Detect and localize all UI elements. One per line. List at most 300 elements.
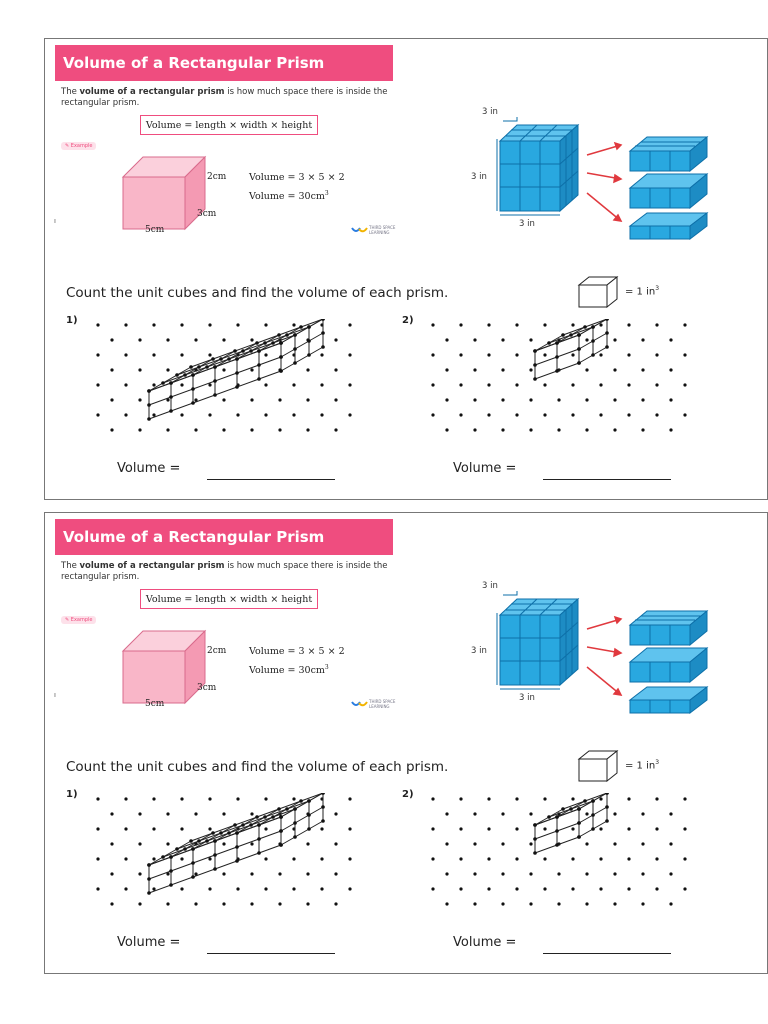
grid-dot [264, 413, 267, 416]
cube-vertex [591, 325, 595, 329]
grid-dot [655, 797, 658, 800]
grid-dot [683, 353, 686, 356]
grid-dot [501, 338, 504, 341]
grid-dot [264, 383, 267, 386]
grid-dot [445, 872, 448, 875]
grid-dot [655, 413, 658, 416]
grid-dot [683, 323, 686, 326]
cube-vertex [213, 867, 217, 871]
cube-vertex [241, 823, 245, 827]
answer-blank-1[interactable] [207, 479, 335, 480]
cube-vertex [169, 869, 173, 873]
grid-dot [515, 383, 518, 386]
cube-vertex [257, 377, 261, 381]
grid-dot [110, 902, 113, 905]
cube-vertex [213, 839, 217, 843]
answer-blank-2[interactable] [543, 479, 671, 480]
grid-dot [473, 872, 476, 875]
grid-dot [515, 797, 518, 800]
grid-dot [585, 872, 588, 875]
prism-depth-label: 3cm [197, 209, 217, 219]
cube-vertex [169, 855, 173, 859]
grid-dot [683, 887, 686, 890]
cube-vertex [227, 831, 231, 835]
cube-vertex [213, 853, 217, 857]
grid-dot [599, 797, 602, 800]
cube-vertex [219, 831, 223, 835]
grid-dot [348, 413, 351, 416]
grid-dot [334, 428, 337, 431]
grid-dot [683, 797, 686, 800]
cube-vertex [169, 381, 173, 385]
cube-vertex [293, 821, 297, 825]
grid-dot [613, 368, 616, 371]
grid-dot [320, 413, 323, 416]
grid-dot [487, 797, 490, 800]
grid-dot [124, 353, 127, 356]
grid-dot [166, 902, 169, 905]
grid-dot [222, 398, 225, 401]
grid-dot [585, 338, 588, 341]
grid-dot [250, 842, 253, 845]
definition-text: The volume of a rectangular prism is how much space there is inside the rectangular prism. [61, 87, 388, 108]
grid-dot [487, 353, 490, 356]
cube-vertex [263, 341, 267, 345]
cube-edge [193, 351, 235, 375]
grid-dot [529, 872, 532, 875]
grid-dot [557, 398, 560, 401]
grid-dot [501, 902, 504, 905]
cube-vertex [257, 851, 261, 855]
grid-dot [445, 842, 448, 845]
grid-dot [250, 368, 253, 371]
cube-edge [281, 347, 323, 371]
definition-text: The volume of a rectangular prism is how much space there is inside the rectangular prism. [61, 561, 388, 582]
grid-dot [306, 368, 309, 371]
grid-dot [487, 323, 490, 326]
grid-dot [208, 827, 211, 830]
grid-dot [278, 902, 281, 905]
grid-dot [306, 872, 309, 875]
cube-vertex [321, 331, 325, 335]
cube-vertex [555, 815, 559, 819]
cube-edge [281, 821, 323, 845]
grid-dot [278, 872, 281, 875]
cube-vertex [555, 355, 559, 359]
cube-vertex [147, 863, 151, 867]
grid-dot [641, 338, 644, 341]
grid-dot [348, 323, 351, 326]
grid-dot [292, 383, 295, 386]
grid-dot [655, 323, 658, 326]
cube-vertex [555, 341, 559, 345]
grid-dot [613, 812, 616, 815]
pink-rectangular-prism-icon [115, 153, 215, 233]
example-badge: ✎ Example [61, 142, 96, 150]
grid-dot [571, 323, 574, 326]
grid-dot [613, 842, 616, 845]
question-2-number: 2) [402, 315, 414, 326]
grid-dot [627, 413, 630, 416]
cube-vertex [161, 381, 165, 385]
cube-vertex [255, 341, 259, 345]
grid-dot [180, 383, 183, 386]
grid-dot [166, 842, 169, 845]
cube-vertex [235, 859, 239, 863]
logo-text: THIRD SPACE LEARNING [369, 699, 396, 709]
grid-dot [292, 887, 295, 890]
grid-dot [543, 323, 546, 326]
grid-dot [613, 902, 616, 905]
cube-vertex [321, 793, 325, 795]
grid-dot [515, 353, 518, 356]
grid-dot [543, 827, 546, 830]
grid-dot [194, 428, 197, 431]
question-1-isometric-prism [90, 319, 370, 449]
cube-vertex [205, 365, 209, 369]
cube-vertex [197, 839, 201, 843]
grid-dot [431, 323, 434, 326]
grid-dot [431, 857, 434, 860]
cube-vertex [235, 357, 239, 361]
cube-vertex [241, 349, 245, 353]
third-space-logo-icon [351, 224, 369, 234]
grid-dot [599, 323, 602, 326]
grid-dot [264, 797, 267, 800]
unit-cube-icon [575, 275, 623, 309]
cube-edge [149, 367, 191, 391]
cube-vertex [293, 835, 297, 839]
cube-bottom-label: 3 in [519, 693, 535, 703]
grid-dot [613, 338, 616, 341]
grid-dot [459, 887, 462, 890]
grid-dot [124, 413, 127, 416]
question-2-number: 2) [402, 789, 414, 800]
grid-dot [96, 887, 99, 890]
cube-vertex [191, 373, 195, 377]
grid-dot [431, 827, 434, 830]
grid-dot [655, 383, 658, 386]
grid-dot [655, 353, 658, 356]
grid-dot [250, 338, 253, 341]
cube-vertex [583, 325, 587, 329]
grid-dot [557, 872, 560, 875]
grid-dot [320, 857, 323, 860]
cube-bottom-label: 3 in [519, 219, 535, 229]
grid-dot [641, 812, 644, 815]
grid-dot [138, 368, 141, 371]
grid-dot [655, 827, 658, 830]
grid-dot [473, 812, 476, 815]
grid-dot [334, 368, 337, 371]
grid-dot [459, 413, 462, 416]
grid-dot [459, 827, 462, 830]
cube-vertex [605, 345, 609, 349]
grid-dot [557, 428, 560, 431]
logo-text: THIRD SPACE LEARNING [369, 225, 396, 235]
unit-cube-legend-text: = 1 $in^3$ [625, 759, 660, 772]
grid-dot [683, 383, 686, 386]
pink-rectangular-prism-icon [115, 627, 215, 707]
grid-dot [96, 413, 99, 416]
grid-dot [180, 857, 183, 860]
cube-vertex [191, 861, 195, 865]
cube-vertex [555, 369, 559, 373]
grid-dot [459, 323, 462, 326]
volume-formula-box: Volume = length × width × height [140, 589, 318, 609]
worksheet-card [44, 38, 768, 500]
cube-vertex [533, 349, 537, 353]
grid-dot [152, 323, 155, 326]
grid-dot [348, 887, 351, 890]
cube-vertex [147, 417, 151, 421]
cube-edge [215, 343, 257, 367]
grid-dot [627, 857, 630, 860]
cube-edge [237, 335, 279, 359]
grid-dot [124, 383, 127, 386]
grid-dot [585, 902, 588, 905]
grid-dot [473, 398, 476, 401]
grid-dot [571, 887, 574, 890]
answer-blank-1[interactable] [207, 953, 335, 954]
unit-cube-legend-text: = 1 $in^3$ [625, 285, 660, 298]
grid-dot [501, 368, 504, 371]
cube-vertex [191, 875, 195, 879]
grid-dot [641, 842, 644, 845]
grid-dot [445, 338, 448, 341]
grid-dot [180, 413, 183, 416]
question-1-number: 1) [66, 789, 78, 800]
grid-dot [334, 842, 337, 845]
grid-dot [264, 323, 267, 326]
grid-dot [431, 383, 434, 386]
grid-dot [222, 338, 225, 341]
cube-vertex [293, 333, 297, 337]
cube-vertex [569, 333, 573, 337]
cube-vertex [533, 377, 537, 381]
grid-dot [641, 398, 644, 401]
grid-dot [543, 383, 546, 386]
cube-vertex [205, 839, 209, 843]
grid-dot [110, 812, 113, 815]
grid-dot [543, 353, 546, 356]
grid-dot [292, 797, 295, 800]
cube-vertex [211, 831, 215, 835]
grid-dot [571, 797, 574, 800]
cube-vertex [169, 409, 173, 413]
cube-vertex [569, 807, 573, 811]
cube-vertex [591, 827, 595, 831]
grid-dot [669, 872, 672, 875]
grid-dot [445, 428, 448, 431]
grid-dot [473, 428, 476, 431]
cube-vertex [547, 341, 551, 345]
cube-vertex [605, 805, 609, 809]
cube-vertex [279, 829, 283, 833]
grid-dot [529, 368, 532, 371]
margin-mark: ı [54, 691, 56, 699]
prism-depth-label: 3cm [197, 683, 217, 693]
cube-vertex [279, 843, 283, 847]
grid-dot [208, 887, 211, 890]
grid-dot [152, 857, 155, 860]
grid-dot [599, 887, 602, 890]
grid-dot [180, 887, 183, 890]
volume-calculation-line: Volume = 3 × 5 × 2 [249, 646, 345, 657]
grid-dot [110, 368, 113, 371]
grid-dot [641, 368, 644, 371]
grid-dot [529, 428, 532, 431]
cube-vertex [533, 851, 537, 855]
cube-vertex [183, 373, 187, 377]
grid-dot [180, 353, 183, 356]
cube-vertex [299, 325, 303, 329]
grid-dot [529, 812, 532, 815]
cube-vertex [183, 847, 187, 851]
cube-vertex [591, 353, 595, 357]
grid-dot [529, 902, 532, 905]
grid-dot [166, 368, 169, 371]
grid-dot [599, 857, 602, 860]
grid-dot [613, 872, 616, 875]
grid-dot [264, 827, 267, 830]
grid-dot [194, 812, 197, 815]
cube-vertex [249, 823, 253, 827]
grid-dot [543, 887, 546, 890]
grid-dot [194, 338, 197, 341]
grid-dot [459, 353, 462, 356]
grid-dot [473, 368, 476, 371]
grid-dot [599, 413, 602, 416]
cube-vertex [605, 793, 609, 795]
grid-dot [348, 827, 351, 830]
cube-vertex [307, 799, 311, 803]
question-2-isometric-prism [425, 319, 705, 449]
instructions-text: Count the unit cubes and find the volume of each prism. [66, 285, 449, 301]
grid-dot [627, 887, 630, 890]
grid-dot [669, 338, 672, 341]
cube-vertex [235, 371, 239, 375]
grid-dot [320, 383, 323, 386]
cube-vertex [555, 829, 559, 833]
cube-vertex [279, 355, 283, 359]
grid-dot [613, 398, 616, 401]
grid-dot [515, 827, 518, 830]
cube-vertex [213, 379, 217, 383]
grid-dot [166, 338, 169, 341]
cube-vertex [285, 807, 289, 811]
cube-vertex [293, 347, 297, 351]
third-space-logo-icon [351, 698, 369, 708]
cube-vertex [293, 361, 297, 365]
grid-dot [669, 398, 672, 401]
grid-dot [124, 827, 127, 830]
cube-vertex [577, 333, 581, 337]
cube-vertex [263, 815, 267, 819]
grid-dot [501, 398, 504, 401]
grid-dot [641, 902, 644, 905]
grid-dot [641, 872, 644, 875]
grid-dot [334, 812, 337, 815]
cube-vertex [547, 815, 551, 819]
grid-dot [180, 827, 183, 830]
volume-result-line: Volume = $30cm^3$ [249, 190, 329, 203]
cube-vertex [235, 845, 239, 849]
grid-dot [264, 857, 267, 860]
grid-dot [208, 797, 211, 800]
grid-dot [236, 413, 239, 416]
grid-dot [306, 398, 309, 401]
unit-cube-icon [575, 749, 623, 783]
cube-vertex [257, 349, 261, 353]
grid-dot [585, 428, 588, 431]
grid-dot [348, 353, 351, 356]
grid-dot [348, 797, 351, 800]
grid-dot [236, 887, 239, 890]
cube-vertex [321, 319, 325, 321]
grid-dot [459, 383, 462, 386]
grid-dot [222, 902, 225, 905]
grid-dot [641, 428, 644, 431]
grid-dot [250, 902, 253, 905]
grid-dot [515, 413, 518, 416]
grid-dot [222, 812, 225, 815]
cube-top-label: 3 in [482, 581, 498, 591]
grid-dot [599, 383, 602, 386]
grid-dot [529, 842, 532, 845]
grid-dot [96, 323, 99, 326]
grid-dot [110, 872, 113, 875]
cube-vertex [293, 807, 297, 811]
grid-dot [487, 857, 490, 860]
grid-dot [278, 398, 281, 401]
question-1-isometric-prism [90, 793, 370, 923]
cube-layer-icon [630, 611, 707, 645]
grid-dot [222, 842, 225, 845]
grid-dot [208, 857, 211, 860]
grid-dot [669, 902, 672, 905]
cube-vertex [277, 807, 281, 811]
grid-dot [683, 857, 686, 860]
grid-dot [278, 428, 281, 431]
cube-vertex [211, 357, 215, 361]
cube-vertex [277, 333, 281, 337]
answer-blank-2[interactable] [543, 953, 671, 954]
cube-vertex [321, 805, 325, 809]
cube-edge [215, 817, 257, 841]
cube-edge [193, 825, 235, 849]
cube-vertex [235, 385, 239, 389]
grid-dot [669, 842, 672, 845]
grid-dot [320, 353, 323, 356]
grid-dot [627, 323, 630, 326]
grid-dot [655, 887, 658, 890]
grid-dot [236, 797, 239, 800]
grid-dot [152, 797, 155, 800]
cube-vertex [577, 361, 581, 365]
cube-vertex [175, 847, 179, 851]
grid-dot [306, 428, 309, 431]
cube-vertex [299, 799, 303, 803]
grid-dot [222, 872, 225, 875]
grid-dot [669, 368, 672, 371]
cube-vertex [577, 807, 581, 811]
grid-dot [459, 797, 462, 800]
grid-dot [431, 413, 434, 416]
grid-dot [487, 383, 490, 386]
grid-dot [264, 353, 267, 356]
grid-dot [250, 812, 253, 815]
